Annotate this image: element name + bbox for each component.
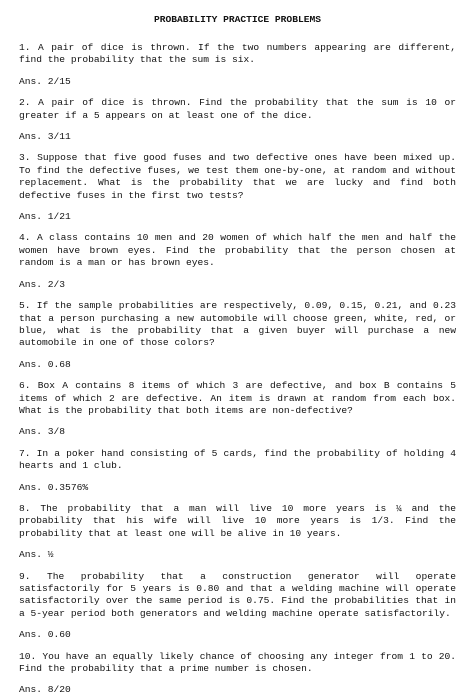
- problem-7-answer: Ans. 0.3576%: [19, 481, 89, 493]
- problem-5-text: 5. If the sample probabilities are respectively, 0.09, 0.15, 0.21, and 0.23 that a person purchasing a new automobile will choose green, white, red, or blue, what is the probability that a given buyer will purchase a new automobile in one of those colors?: [19, 300, 456, 349]
- problem-8-text: 8. The probability that a man will live 10 more years is ¼ and the probability that his wife will live 10 more years is 1/3. Find the probability that at least one will be alive in 10 years.: [19, 502, 456, 539]
- problem-2-text: 2. A pair of dice is thrown. Find the probability that the sum is 10 or greater if a 5 appears on at least one of the dice.: [19, 97, 456, 121]
- problem-1-answer: Ans. 2/15: [19, 75, 71, 87]
- problem-10-text: 10. You have an equally likely chance of choosing any integer from 1 to 20. Find the probability that a prime number is chosen.: [19, 650, 456, 675]
- problem-6-text: 6. Box A contains 8 items of which 3 are defective, and box B contains 5 items of which 2 are defective. An item is drawn at random from each box. What is the probability that both items are non-defective?: [19, 380, 456, 416]
- problem-10-answer: Ans. 8/20: [19, 684, 71, 696]
- problem-3-answer: Ans. 1/21: [19, 211, 71, 223]
- problem-8-answer: Ans. ½: [19, 549, 54, 561]
- problem-7-text: 7. In a poker hand consisting of 5 cards, find the probability of holding 4 hearts and 1 club.: [19, 447, 456, 472]
- problem-4-answer: Ans. 2/3: [19, 278, 66, 290]
- problem-4-text: 4. A class contains 10 men and 20 women of which half the men and half the women have brown eyes. Find the probability that the person chosen at random is a man or has brown eyes.: [19, 232, 456, 269]
- problem-2-answer: Ans. 3/11: [19, 131, 71, 143]
- page-title: PROBABILITY PRACTICE PROBLEMS: [154, 14, 321, 25]
- problem-5-answer: Ans. 0.68: [19, 358, 71, 370]
- problem-3-text: 3. Suppose that five good fuses and two defective ones have been mixed up. To find the defective fuses, we test them one-by-one, at random and without replacement. What is the probability that we are lucky and find both defective fuses in the first two tests?: [19, 152, 456, 201]
- problem-6-answer: Ans. 3/8: [19, 426, 66, 438]
- problem-9-text: 9. The probability that a construction generator will operate satisfactorily for 5 years is 0.80 and that a welding machine will operate satisfactorily over the same period is 0.75. Find the probabilities that in a 5-year period both generators and welding machine operate satisfactorily.: [19, 570, 456, 619]
- problem-1-text: 1. A pair of dice is thrown. If the two numbers appearing are different, find the probability that the sum is six.: [19, 42, 456, 66]
- problem-9-answer: Ans. 0.60: [19, 629, 71, 641]
